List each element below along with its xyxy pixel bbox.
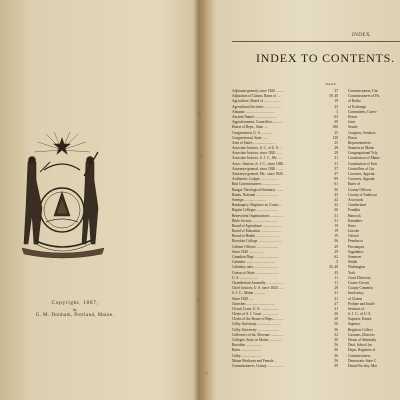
index-entry-page: 63 (334, 114, 338, 119)
index-entry-text: of Claims (348, 296, 363, 301)
index-entry-text: Calendar, rates .......................... (232, 265, 278, 270)
index-entry-text: Democratic State C (348, 358, 377, 363)
index-entry-page: 30 (334, 312, 338, 317)
index-entry-text: Senators in Maine (348, 146, 375, 151)
index-entry-text: Commissioners of Fis (348, 94, 380, 99)
index-entry-page: 39, 40 (329, 94, 338, 99)
index-entry-page: 43 (334, 270, 338, 275)
foxing-spot (196, 298, 200, 302)
index-entry-text: Colleges, State, in Maine .............. (232, 338, 282, 342)
index-entry-text: Agricultural Societies .................. (232, 104, 281, 109)
index-entry-text: Depts. Registers of (348, 348, 376, 353)
index-entry-page: 37 (334, 172, 338, 176)
index-entry-page: 31 (334, 161, 338, 166)
index-entry-text: Bowdoin College .......................... (232, 239, 282, 244)
foxing-spot (200, 155, 203, 158)
index-entry-text: Calendar ................................ (232, 260, 275, 265)
index-entry-page: 45, 48 (329, 265, 338, 270)
index-entry-text: Coroners, Appoint (348, 177, 375, 182)
copyright-notice (20, 300, 130, 318)
index-entry-text: Cabinet Officers ........................ (232, 244, 279, 249)
index-entry-text: Associate Justices, S. J. C., Me. .... (232, 156, 283, 161)
index-entry-page: 51 (334, 218, 338, 223)
index-entry-text: York (348, 270, 356, 275)
index-entry-text: Waldo (348, 260, 358, 265)
index-entry-text: Hancock (348, 213, 361, 218)
index-entry-page: 37 (334, 89, 338, 93)
index-entry-text: Cumberland (348, 203, 366, 208)
index-entry-text: Senate (348, 125, 358, 130)
index-entry-text: Chief Justices, U. S. since 1820 ...... (232, 286, 284, 291)
index-entry-page: 25 (334, 140, 338, 145)
index-entry-text: Superior (348, 322, 361, 327)
index-entry-page: 29 (334, 244, 338, 249)
index-entry-text: Since 1820 ................ (232, 249, 264, 254)
index-entry-text: House of Reps., State .... (232, 125, 268, 130)
index-entry-page: 11 (334, 275, 338, 280)
index-entry-page: 56 (334, 358, 338, 363)
index-entry-text: Bates ...................... (232, 348, 261, 353)
index-entry-text: Attorneys-general, Me., since 1820 .. (232, 172, 286, 176)
index-entry-text: Dental Society, Mai (348, 363, 377, 368)
index-entry-page: 39 (334, 120, 338, 125)
index-entry-page: 56 (334, 327, 338, 332)
index-entry-text: Deaf, School for (348, 343, 372, 348)
index-entry-text: County Officers (348, 187, 372, 192)
index-entry-text: Courts-Circuit (348, 280, 369, 285)
index-entry-text: Ancient Names ........................ (232, 114, 277, 119)
index-column-right (348, 89, 400, 369)
index-entry-page: 56 (334, 353, 338, 358)
index-entry-text: Arithmetic, Lodges .................... (232, 177, 279, 182)
index-entry-page: 62 (334, 255, 338, 259)
index-entry-text: Representatives (348, 140, 371, 145)
index-entry-text: Court Directory (348, 275, 371, 280)
index-entry-page: 31 (334, 291, 338, 296)
index-entry-text: Insolvency (348, 291, 364, 296)
index-entry-page: 51 (334, 213, 338, 218)
index-entry-text: House (348, 135, 358, 140)
index-entry-page: 28 (334, 151, 338, 156)
index-entry-text: Canadian Dept. .......................... (232, 255, 279, 259)
index-entry-text: Clerks of the House of Reps. .......... (232, 317, 284, 322)
index-entry-page: 23 (334, 104, 338, 109)
index-entry-text: Rates of (348, 182, 360, 187)
copyright-line: Copyright, 1887, (51, 300, 99, 306)
index-entry-text: Chamberlain Assembly .................. (232, 280, 283, 285)
index-entry-text: Colby University ........................ (232, 327, 280, 332)
copyright-publisher: G. M. Donham, Portland, Maine. (35, 313, 115, 318)
index-entry-text: Customs, Districts (348, 332, 375, 337)
index-entry-page: 59 (334, 363, 338, 368)
index-entry-text: Probate and Insolv (348, 301, 375, 306)
index-entry-text: County Commiss (348, 286, 374, 291)
index-entry-text: Colby University .......................... (232, 322, 282, 327)
index-entry-page: 32 (334, 203, 338, 208)
index-entry-text: Piscataquis (348, 244, 365, 249)
index-entry-text: Adjutation of Claims, Rates of .... (232, 94, 281, 99)
index-entry-page: 56 (334, 239, 338, 244)
index-entry-page: 31 (334, 306, 338, 311)
index-entry-text: Coroners, Appoint (348, 172, 375, 176)
index-entry-text: Bangor Theological Seminary ........ (232, 187, 284, 192)
index-entry-text: Bankruptcy, Registers in, Courts .. (232, 203, 282, 208)
index-entry-page: 56 (334, 187, 338, 192)
index-entry-page: 89 (334, 177, 338, 182)
index-entry-text: Collectors of Int. Revenue .............. (232, 332, 284, 337)
index-entry-text: Maine Wesleyan and Female .. (232, 358, 277, 363)
index-entry-text: Churches ................................ (232, 301, 276, 306)
index-entry-text: Joint (348, 120, 355, 125)
index-entry-text: Agriculture, Board of .................. (232, 99, 281, 104)
index-entry-text: Board of Health .......................... (232, 234, 280, 239)
index-entry-page: 19 (334, 223, 338, 228)
index-entry-page: 32 (334, 332, 338, 337)
index-entry-page: 5 (336, 109, 338, 114)
index-entry-page: 5 (336, 260, 338, 265)
index-entry-page: 20 (334, 317, 338, 322)
index-entry-text: Area of States ........................ (232, 140, 275, 145)
index-entry-page: 56 (334, 322, 338, 327)
index-entry-text: Somerset (348, 255, 362, 259)
index-entry-text: Bowdoin .................. (232, 343, 263, 348)
index-entry-text: Apportionment, Councillors .......... (232, 120, 283, 125)
index-entry-page: 47 (334, 301, 338, 306)
index-entry-text: Congregational Yrly (348, 151, 378, 156)
index-entry (348, 364, 400, 369)
index-entry-text: Associate Justices, S. C. of U. S. .. (232, 146, 282, 151)
index-entry-text: Committees, Conve (348, 109, 377, 114)
header-rule (232, 41, 400, 42)
index-entry-text: Commissioners, Uni (348, 89, 378, 93)
index-entry-text: Clerks of S. J. Court .................. (232, 312, 279, 317)
index-entry-text: Census of State .......................... (232, 270, 279, 275)
index-entry-text: U. S. .................... (232, 275, 259, 280)
index-entry-text: Attorneys-general, since 1820 ........ (232, 166, 284, 171)
index-entry-text: Board of Education ...................... (232, 229, 281, 234)
index-entry-text: S. J. C., of U. S. (348, 312, 372, 317)
index-entry-page: 11 (334, 280, 338, 285)
index-entry-page: 120 (332, 135, 338, 140)
index-entry-text: Constitution of Unit (348, 161, 377, 166)
index-entry-page: 56 (334, 343, 338, 348)
index-entry-page: 50 (334, 338, 338, 342)
index-entry-text: Since 1820 .... (232, 296, 253, 301)
index-entry-page: 56 (334, 208, 338, 213)
index-entry-text: Lincoln (348, 229, 360, 234)
index-entry-text: Franklin (348, 208, 361, 213)
index-entry-page: 42 (334, 197, 338, 202)
index-entry-text: Knox (348, 223, 356, 228)
index-entry-text: Congressmen, U. S. ............ (232, 130, 273, 135)
index-entry-text: Registers Collect (348, 327, 373, 332)
index-entry-page: 31 (334, 296, 338, 301)
index-entry-text: Superior, Kenne (348, 317, 372, 322)
index-entry-page: 31 (334, 156, 338, 161)
index-entry-page: 28 (334, 286, 338, 291)
index-entry-text: Assoc. Justices, S. J. C., since 1820 .. (232, 161, 286, 166)
index-entry-text: Aroostook (348, 197, 364, 202)
index-entry-page: 29 (334, 249, 338, 254)
index-entry-text: Savings ........................ (232, 197, 266, 202)
index-entry-text: Bail Commissioners .................... (232, 182, 281, 187)
index-entry-text: of Exchange (348, 104, 367, 109)
index-entry-page: 61 (334, 182, 338, 187)
index-entry-text: Sessions of (348, 306, 365, 311)
index-entry-text: Constitution of Maine (348, 156, 380, 161)
index-entry-text: Congressional, State ...... (232, 135, 268, 140)
index-entry-page: 56 (334, 348, 338, 353)
index-entry-text: Circuit Court, U. S. .................... (232, 306, 280, 311)
index-entry-text: Sagadahoc (348, 249, 364, 254)
index-entry-text: Oxford (348, 234, 359, 239)
index-entry-text: Washington (348, 265, 366, 270)
index-entry-text: County of Androsco (348, 192, 378, 197)
index-entry-page: 19 (334, 229, 338, 234)
index-entry-text: Bible Society ............................ (232, 218, 278, 223)
index-entry-text: Banks, National ........................ (232, 192, 278, 197)
index-column-left (232, 89, 338, 369)
index-entry (232, 364, 338, 369)
index-entry-text: Associate Justices, since 1820 ...... (232, 151, 282, 156)
index-entry-text: Adjutants-general, since 1820 .......... (232, 89, 285, 93)
index-entry-text: Benevolent Organizations .............. (232, 213, 283, 218)
foxing-spot (197, 112, 201, 117)
index-entry-text: Board of Agriculture .................... (232, 223, 281, 228)
index-entry-text: Almanac ................................ (232, 109, 275, 114)
index-entry-page: 45 (334, 192, 338, 197)
index-entry-text: Colby ...................... (232, 353, 262, 358)
index-entry-page: 35 (334, 130, 338, 135)
index-entry-page: 19 (334, 234, 338, 239)
state-seal-engraving (14, 132, 110, 262)
index-entry-text: Penobscot (348, 239, 363, 244)
index-entry-text: House (348, 114, 358, 119)
index-entry-page: 37 (334, 166, 338, 171)
page-title: INDEX TO CONTENTS. (256, 51, 395, 65)
index-entry-text: of Ballot (348, 99, 361, 104)
running-head: INDEX. (352, 33, 372, 38)
index-entry-text: Baptist Colleges ........................ (232, 208, 279, 213)
index-entry-text: S. J. C., Maine ............ (232, 291, 265, 296)
copyright-by: by (73, 307, 77, 312)
index-entry-page: 28 (334, 146, 338, 151)
index-entry-page: 180 (332, 125, 338, 130)
index-entry-text: Commissioners (348, 353, 371, 358)
foxing-spot (205, 372, 208, 375)
index-entry-text: Commissioners, County .................. (232, 363, 284, 368)
index-entry-text: Congress, Senators (348, 130, 376, 135)
index-entry-text: Controllers of Cur (348, 166, 375, 171)
index-entry-page: 19 (334, 99, 338, 104)
book-gutter (193, 0, 205, 400)
page-column-label: PAGE (326, 82, 337, 86)
index-entry-text: Kennebec (348, 218, 363, 223)
index-entry-text: Deans of Admiralty (348, 338, 377, 342)
